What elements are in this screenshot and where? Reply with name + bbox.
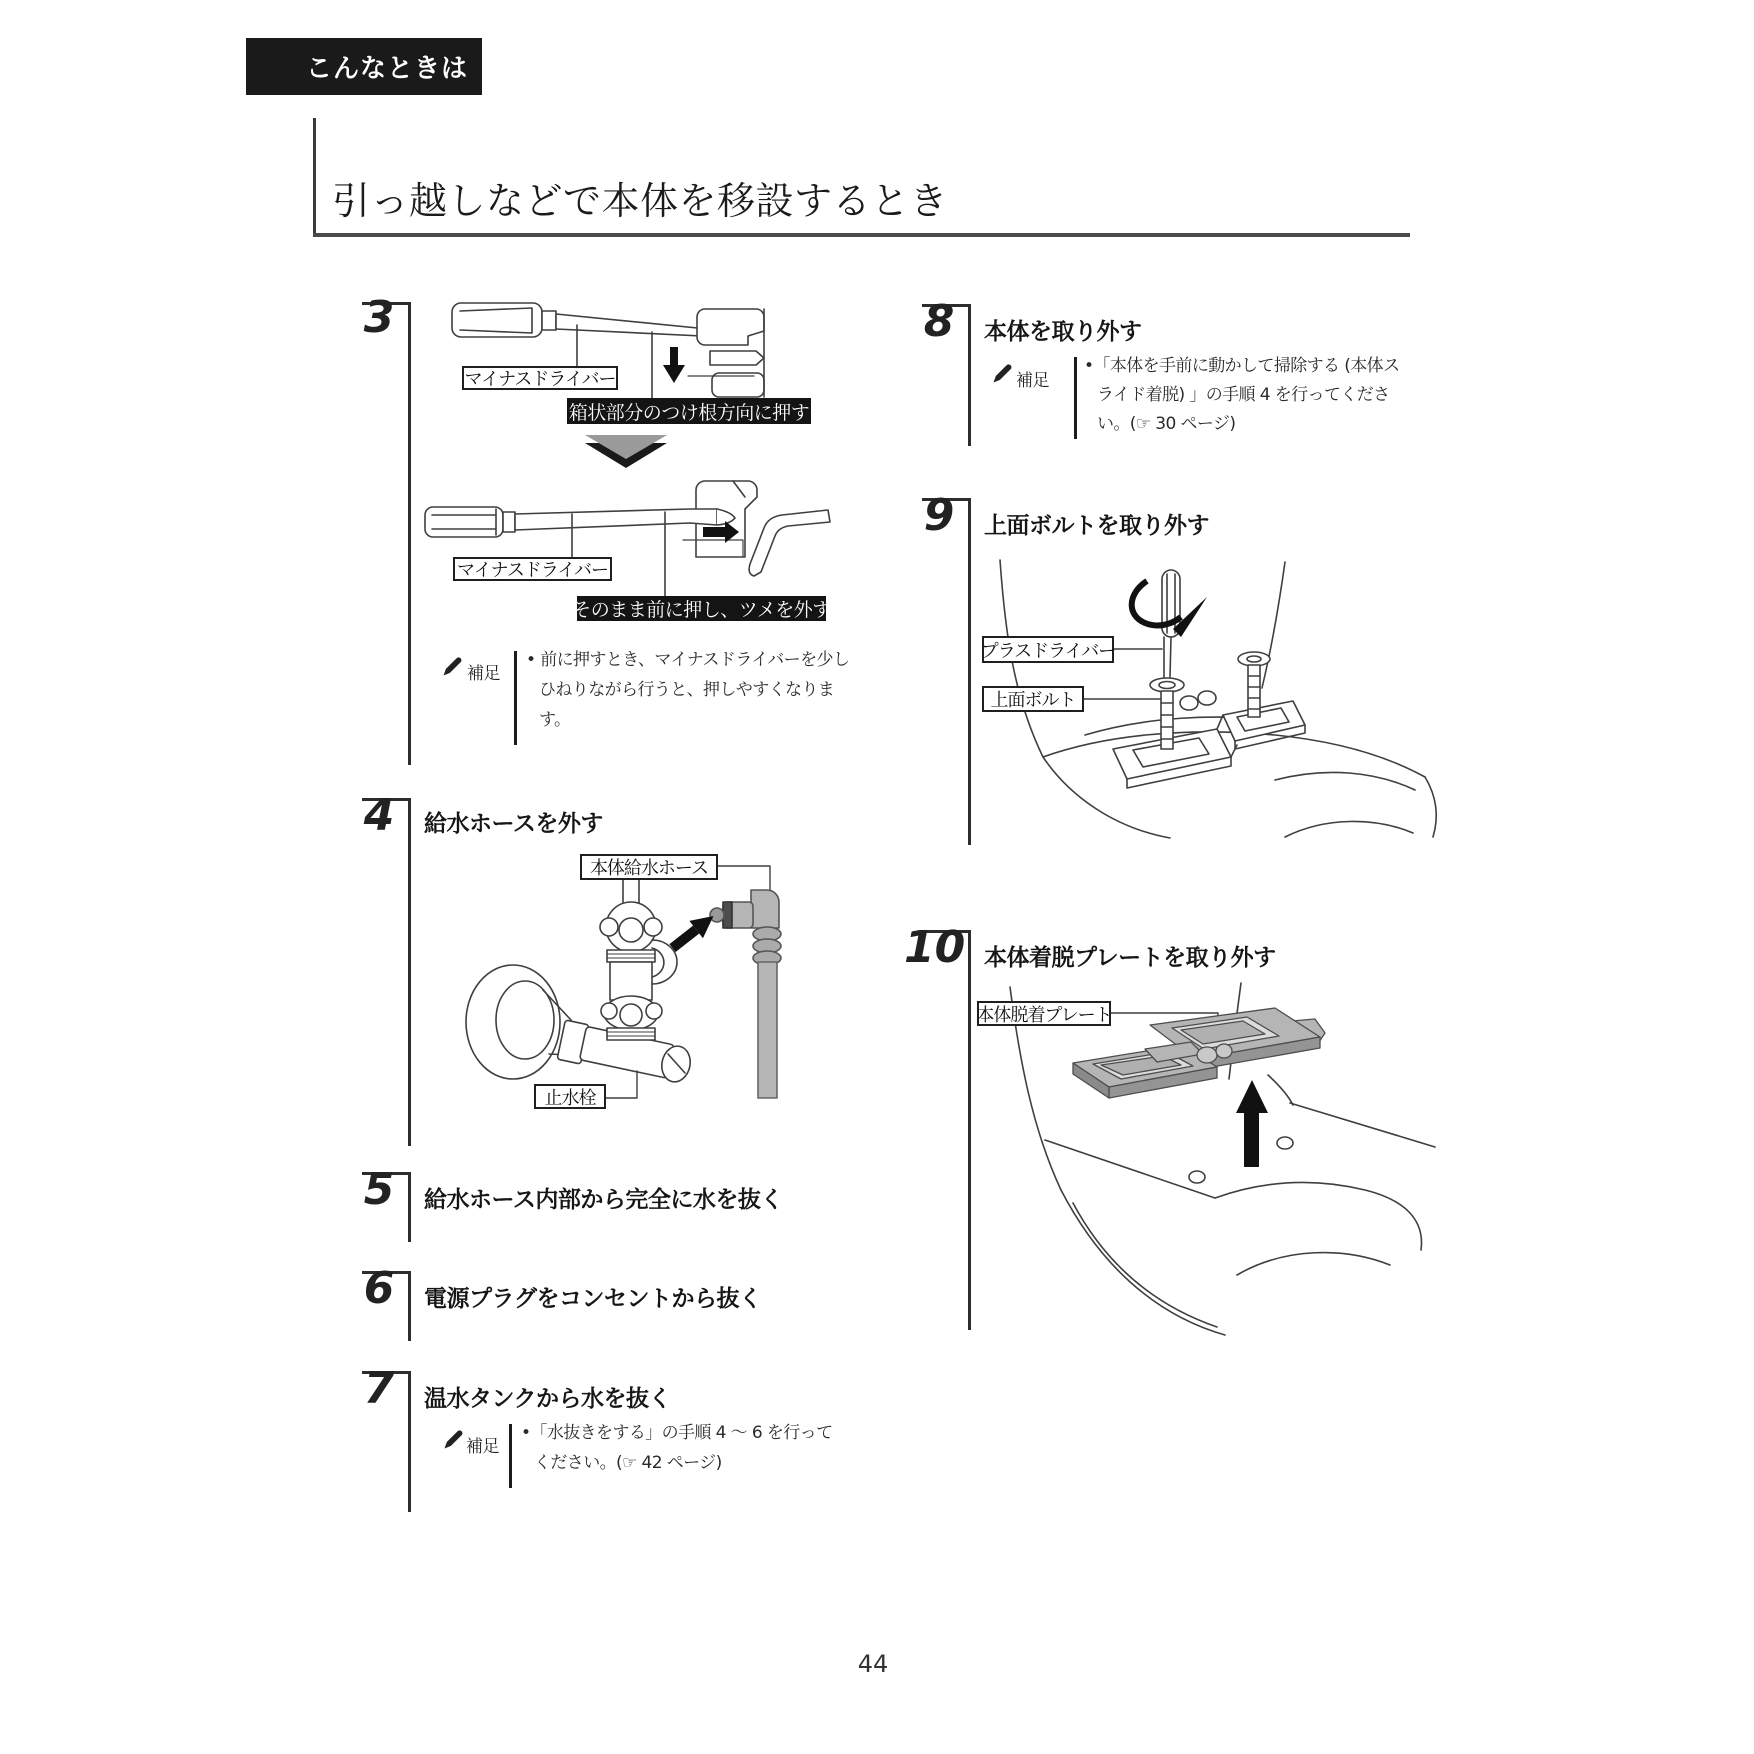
push-forward-callout: そのまま前に押し、ツメを外す (577, 596, 826, 621)
note-divider (509, 1424, 512, 1488)
step-5-heading: 給水ホース内部から完全に水を抜く (424, 1187, 783, 1213)
up-arrow-icon (1236, 1080, 1268, 1167)
step-6-number: 6 (363, 1263, 395, 1314)
water-supply-valve-illustration (455, 850, 785, 1100)
stop-valve-label: 止水栓 (534, 1084, 606, 1109)
step-3-rule (408, 302, 411, 765)
step-4-rule (408, 798, 411, 1146)
note-divider (514, 651, 517, 745)
step-4-number: 4 (363, 790, 395, 841)
step-7-rule (408, 1371, 411, 1512)
step-6-heading: 電源プラグをコンセントから抜く (424, 1286, 762, 1312)
top-bolt-label: 上面ボルト (982, 686, 1084, 712)
title-underline-rule (313, 233, 1410, 237)
step-5-number: 5 (363, 1164, 395, 1215)
section-banner: こんなときは (246, 38, 482, 95)
step-9-heading: 上面ボルトを取り外す (984, 513, 1209, 539)
step-3-number: 3 (363, 292, 395, 343)
step-9-number: 9 (923, 490, 955, 541)
note-label: 補足 (466, 1437, 499, 1457)
step-10-heading: 本体着脱プレートを取り外す (984, 945, 1276, 971)
step-6-rule (408, 1271, 411, 1341)
step-4-heading: 給水ホースを外す (424, 811, 603, 837)
note-divider (1074, 357, 1077, 439)
note-label: 補足 (467, 664, 500, 684)
step-7-number: 7 (363, 1363, 395, 1414)
screwdriver-label-1: マイナスドライバー (462, 366, 618, 390)
hose-label: 本体給水ホース (580, 854, 718, 880)
chevron-down-icon (585, 435, 667, 468)
push-base-callout: 箱状部分のつけ根方向に押す (567, 398, 811, 424)
page-number: 44 (857, 1650, 889, 1678)
mount-plate-removal-illustration (985, 975, 1435, 1340)
down-arrow-icon (663, 347, 685, 383)
page-title: 引っ越しなどで本体を移設するとき (332, 179, 949, 223)
step-10-number: 10 (904, 922, 966, 973)
phillips-screwdriver-label: プラスドライバー (982, 636, 1114, 663)
step-8-rule (968, 304, 971, 446)
step-7-note: •「水抜きをする」の手順 4 〜 6 を行って ください。(☞ 42 ページ) (521, 1423, 833, 1473)
step-9-rule (968, 498, 971, 845)
title-left-rule (313, 118, 316, 236)
step-8-number: 8 (923, 296, 955, 347)
mount-plate-label: 本体脱着プレート (977, 1001, 1111, 1026)
screwdriver-label-2: マイナスドライバー (453, 557, 612, 581)
step-8-heading: 本体を取り外す (984, 319, 1142, 345)
pencil-icon (992, 364, 1012, 384)
step-3-note: • 前に押すとき、マイナスドライバーを少し ひねりながら行うと、押しやすくなりま す。 (526, 650, 850, 730)
step-8-note: •「本体を手前に動かして掃除する (本体ス ライド着脱) 」の手順 4 を行ってくださ い。(☞ 30 ページ) (1084, 356, 1400, 434)
pencil-icon (442, 657, 462, 677)
step-5-rule (408, 1172, 411, 1242)
pencil-icon (443, 1430, 463, 1450)
note-label: 補足 (1016, 371, 1049, 391)
step-7-heading: 温水タンクから水を抜く (424, 1386, 672, 1412)
step-10-rule (968, 930, 971, 1330)
